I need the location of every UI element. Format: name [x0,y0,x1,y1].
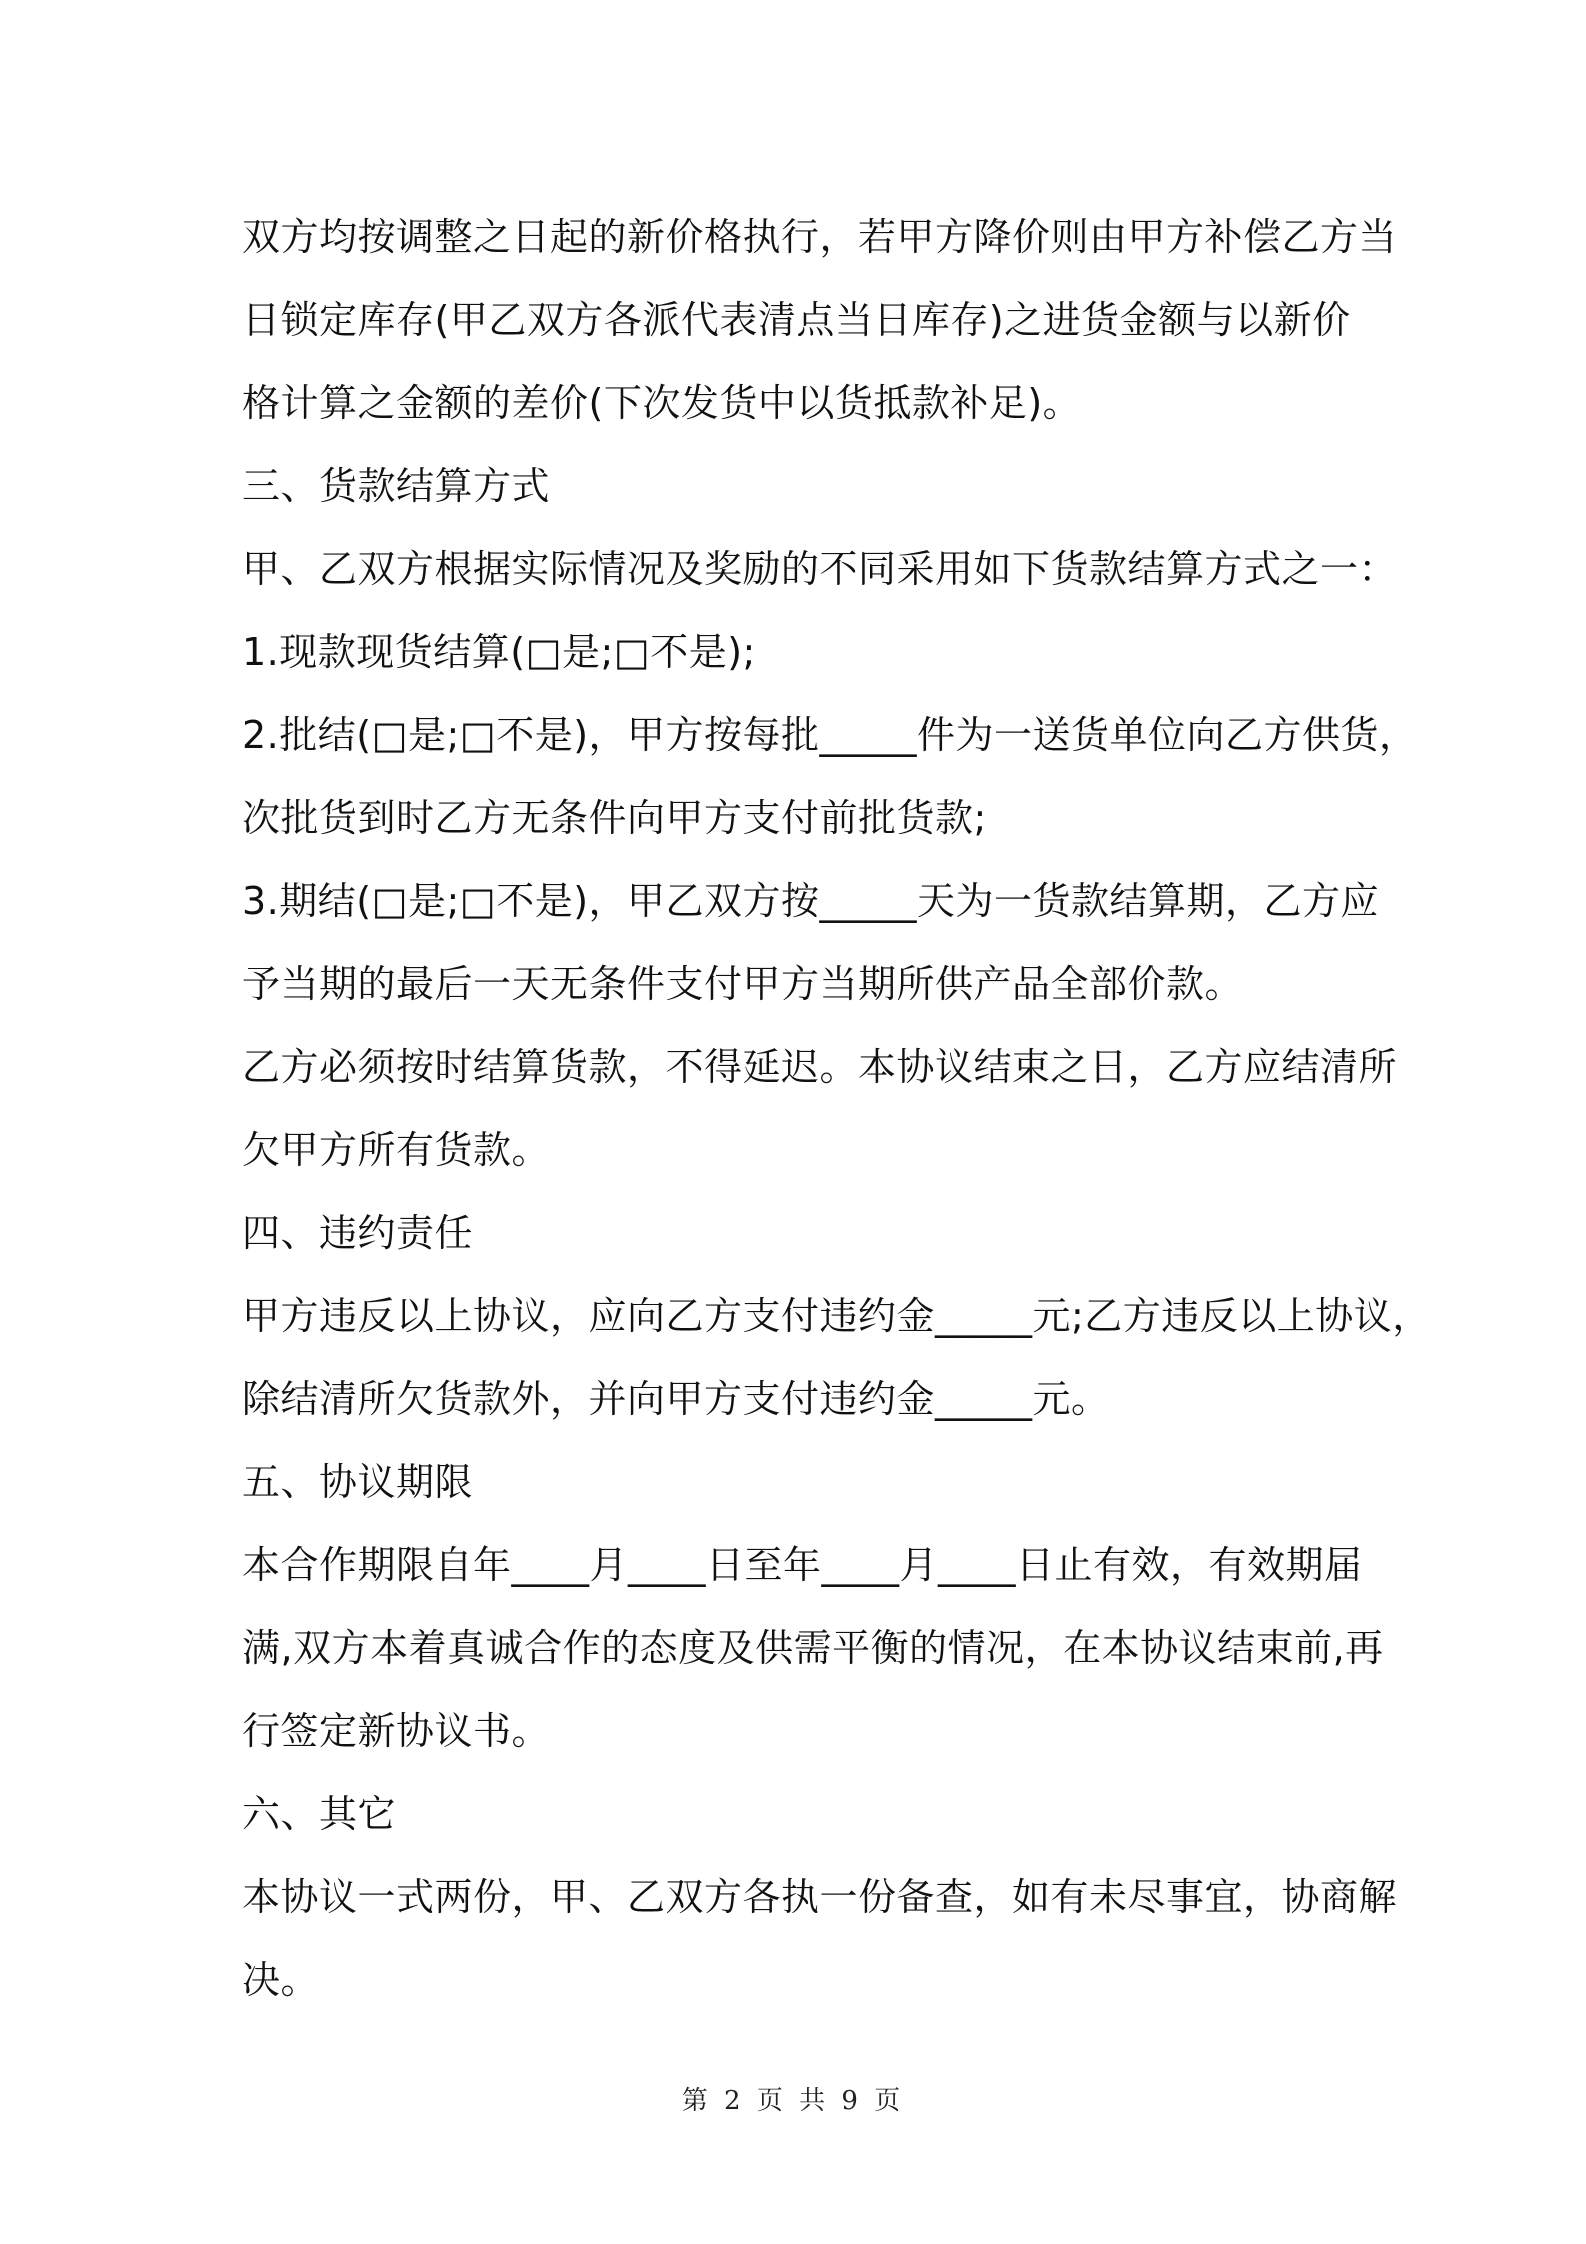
document-body [242,196,1431,2022]
text-line: 乙方必须按时结算货款，不得延迟。本协议结束之日，乙方应结清所 [242,1045,1398,1089]
text-line: 日锁定库存(甲乙双方各派代表清点当日库存)之进货金额与以新价 [242,298,1351,342]
section-heading: 三、货款结算方式 [242,464,551,508]
text-line: 双方均按调整之日起的新价格执行，若甲方降价则由甲方补偿乙方当 [242,215,1398,259]
text-line: 甲、乙双方根据实际情况及奖励的不同采用如下货款结算方式之一： [242,547,1398,591]
section-heading: 四、违约责任 [242,1211,474,1255]
section-heading: 五、协议期限 [242,1460,474,1504]
text-line: 予当期的最后一天无条件支付甲方当期所供产品全部价款。 [242,962,1244,1006]
text-line: 次批货到时乙方无条件向甲方支付前批货款; [242,796,987,840]
page-number-footer: 第 2 页 共 9 页 [681,2086,905,2116]
text-line: 本协议一式两份，甲、乙双方各执一份备查，如有未尽事宜，协商解 [242,1875,1398,1919]
text-line: 行签定新协议书。 [242,1709,551,1753]
text-line: 3.期结(□是;□不是)，甲乙双方按_____天为一货款结算期，乙方应 [242,879,1380,923]
section-heading: 六、其它 [242,1792,397,1836]
text-line: 2.批结(□是;□不是)，甲方按每批_____件为一送货单位向乙方供货， [242,713,1418,757]
text-line: 欠甲方所有货款。 [242,1128,551,1172]
text-line: 格计算之金额的差价(下次发货中以货抵款补足)。 [242,381,1082,425]
text-line: 1.现款现货结算(□是;□不是); [242,630,756,674]
text-line: 决。 [242,1958,320,2002]
text-line: 除结清所欠货款外，并向甲方支付违约金_____元。 [242,1377,1110,1421]
text-line: 本合作期限自年____月____日至年____月____日止有效，有效期届 [242,1543,1363,1587]
text-line: 甲方违反以上协议，应向乙方支付违约金_____元;乙方违反以上协议， [242,1294,1431,1338]
text-line: 满,双方本着真诚合作的态度及供需平衡的情况，在本协议结束前,再 [242,1626,1384,1670]
